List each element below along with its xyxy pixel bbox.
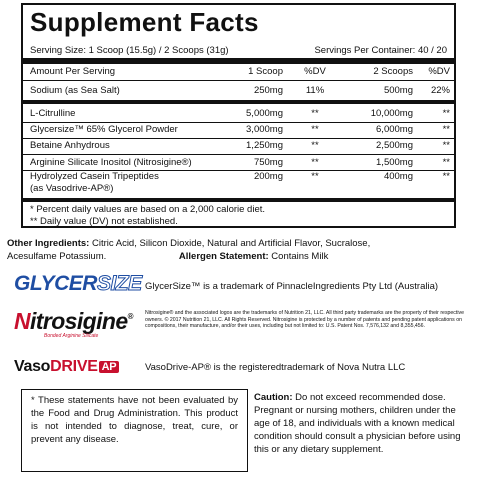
serving-info: [30, 45, 447, 59]
amount-2: 2,500mg: [376, 140, 413, 151]
amount-1: 3,000mg: [246, 124, 283, 135]
other-ingredients-label: Other Ingredients:: [7, 238, 90, 249]
serving-size: Serving Size: 1 Scoop (15.5g) / 2 Scoops (31g): [30, 45, 229, 56]
ingredient-name-line2: (as Vasodrive-AP®): [30, 183, 114, 194]
dv-2: **: [442, 171, 450, 182]
dv-2: **: [442, 124, 450, 135]
nitrosigine-trademark-text: Nitrosigine® and the associated logos are the trademarks of Nutrition 21, LLC. All third party trademarks are the property of their respective owners. © 2017 Nutrition 21, LLC. All Rights Reserved. Nitrosigine is protected by a number of patents and pending patent applications on compositions, their manufacture, and/or their uses, including but not limited to: U.S. Patent Nos. 7,576,132 and 8,355,456.: [145, 310, 464, 330]
dv-1: **: [311, 157, 319, 168]
dv-1: 11%: [305, 85, 325, 96]
other-ingredients: [7, 237, 470, 263]
fda-disclaimer-box: * These statements have not been evaluated by the Food and Drug Administration. This product is not intended to diagnose, treat, cure, or prevent any disease.: [21, 389, 248, 472]
ingredient-name: Betaine Anhydrous: [30, 140, 110, 151]
footnote-percent-dv: * Percent daily values are based on a 2,000 calorie diet.: [30, 204, 266, 215]
logo-text: AP: [99, 361, 120, 373]
amount-1: 200mg: [253, 171, 283, 182]
caution-text: Do not exceed recommended dose. Pregnant or nursing mothers, children under the age of 18, and individuals with a known medical condition should consult a physician before using this or any dietary supplement.: [254, 392, 461, 455]
logo-text: Vaso: [14, 358, 51, 375]
header-dv-1: %DV: [304, 66, 326, 77]
supplement-facts-panel: [21, 3, 456, 228]
panel-title: Supplement Facts: [30, 7, 259, 37]
ingredient-name: Glycersize™ 65% Glycerol Powder: [30, 124, 178, 135]
divider: [23, 138, 454, 139]
allergen-text: Contains Milk: [268, 251, 329, 262]
footnote-dv-not-established: ** Daily value (DV) not established.: [30, 216, 178, 227]
vasodrive-logo: [14, 358, 119, 376]
logo-text: DRIVE: [50, 358, 98, 375]
thick-divider: [23, 58, 454, 64]
ingredient-name: Sodium (as Sea Salt): [30, 85, 120, 96]
thick-divider: [23, 198, 454, 202]
thick-divider: [23, 100, 454, 104]
servings-per-container: Servings Per Container: 40 / 20: [314, 45, 447, 56]
amount-2: 1,500mg: [376, 157, 413, 168]
header-dv-2: %DV: [428, 66, 450, 77]
vasodrive-trademark-text: VasoDrive-AP® is the registeredtrademark of Nova Nutra LLC: [145, 362, 406, 373]
glycersize-logo: [14, 272, 142, 296]
nitrosigine-logo: [14, 308, 133, 339]
ingredient-name: L-Citrulline: [30, 108, 76, 119]
other-ingredients-text1: Citric Acid, Silicon Dioxide, Natural and Artificial Flavor, Sucralose,: [89, 238, 371, 249]
logo-text: SIZE: [96, 272, 142, 295]
header-1-scoop: 1 Scoop: [248, 66, 283, 77]
amount-2: 400mg: [383, 171, 413, 182]
amount-2: 500mg: [383, 85, 413, 96]
divider: [23, 154, 454, 155]
dv-2: **: [442, 140, 450, 151]
amount-1: 1,250mg: [246, 140, 283, 151]
ingredient-name-line1: Hydrolyzed Casein Tripeptides: [30, 171, 159, 182]
divider: [23, 122, 454, 123]
table-row: [23, 171, 454, 199]
amount-1: 750mg: [253, 157, 283, 168]
logo-text: GLYCER: [14, 272, 97, 295]
header-2-scoops: 2 Scoops: [373, 66, 413, 77]
ingredient-name: [30, 171, 159, 195]
caution-label: Caution:: [254, 392, 293, 403]
glycersize-trademark-text: GlycerSize™ is a trademark of PinnacleIngredients Pty Ltd (Australia): [145, 281, 439, 292]
allergen-label: Allergen Statement:: [178, 251, 269, 262]
other-ingredients-text2: Acesulfame Potassium.: [7, 251, 107, 262]
dv-1: **: [311, 140, 319, 151]
amount-1: 250mg: [253, 85, 283, 96]
ingredient-name: Arginine Silicate Inositol (Nitrosigine®): [30, 157, 192, 168]
dv-1: **: [311, 171, 319, 182]
dv-1: **: [311, 108, 319, 119]
logo-text: N: [14, 308, 31, 334]
amount-2: 6,000mg: [376, 124, 413, 135]
logo-text: ®: [127, 312, 133, 321]
dv-1: **: [311, 124, 319, 135]
table-row-sodium: [23, 85, 454, 101]
logo-tagline: Bonded Arginine Silicate: [44, 333, 99, 339]
caution-statement: [254, 391, 472, 456]
amount-1: 5,000mg: [246, 108, 283, 119]
dv-2: 22%: [430, 85, 450, 96]
amount-2: 10,000mg: [370, 108, 413, 119]
dv-2: **: [442, 108, 450, 119]
header-amount: Amount Per Serving: [30, 66, 116, 77]
dv-2: **: [442, 157, 450, 168]
logo-text: itrosigine: [30, 308, 128, 334]
divider: [23, 80, 454, 81]
